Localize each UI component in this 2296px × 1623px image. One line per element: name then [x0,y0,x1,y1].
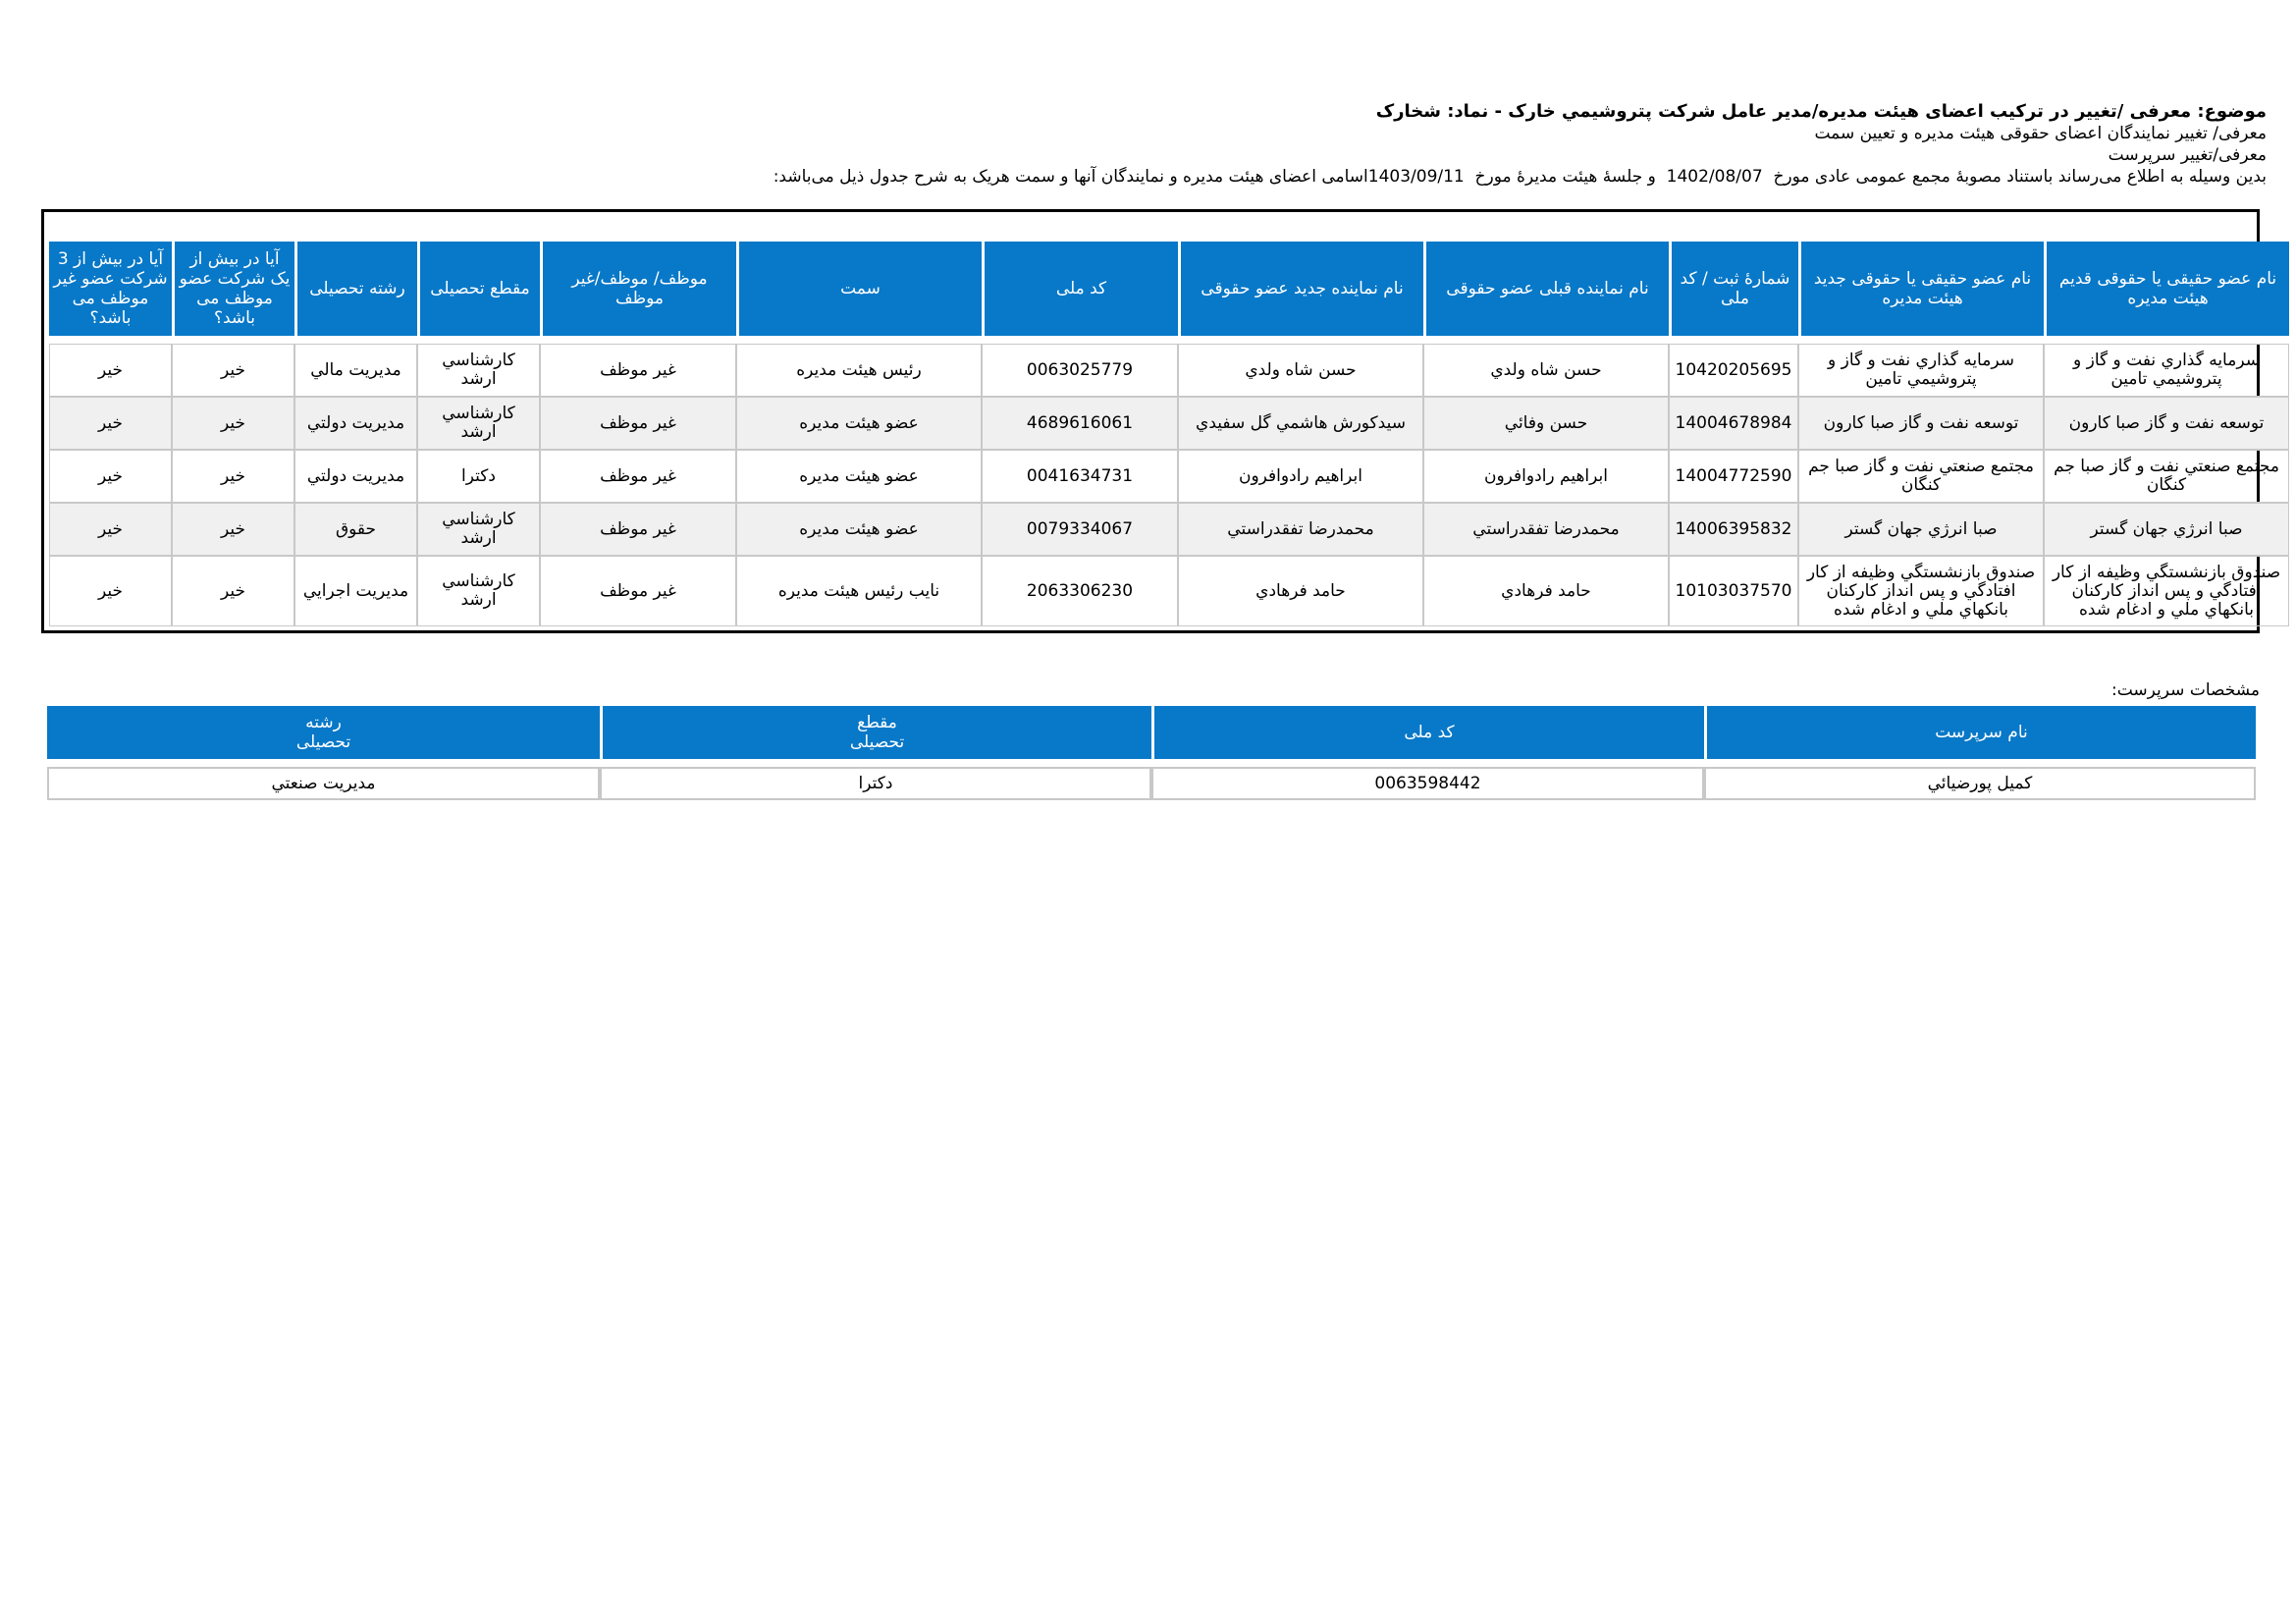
cell-registration-no: 10420205695 [1669,344,1798,397]
cell-multi-non-executive: خير [49,503,172,556]
subject-line-2: معرفی/تغییر سرپرست [2108,145,2267,165]
cell-multi-executive: خير [172,344,294,397]
table-row [49,556,2289,626]
cell-registration-no: 14006395832 [1669,503,1798,556]
col-header-multi-executive: آیا در بیش از یک شرکت عضو موظف می باشد؟ [172,242,294,336]
cell-education-level: دكترا [417,450,540,503]
cell-multi-non-executive: خير [49,397,172,450]
supervisor-section-title: مشخصات سرپرست: [2111,680,2260,700]
table-spacer [47,759,2256,767]
cell-new-member: توسعه نفت و گاز صبا كارون [1798,397,2044,450]
cell-executive-status: غير موظف [540,397,736,450]
board-table-header-row [49,242,2289,336]
table-row [49,344,2289,397]
col-header-position: سمت [736,242,982,336]
cell-position: عضو هيئت مديره [736,503,982,556]
cell-multi-executive: خير [172,556,294,626]
cell-old-member: صندوق بازنشستگي وظيفه از كار افتادگي و پس انداز كاركنان بانكهاي ملي و ادغام شده [2044,556,2289,626]
cell-previous-representative: محمدرضا تفقدراستي [1423,503,1669,556]
cell-education-level: كارشناسي ارشد [417,556,540,626]
cell-old-member: توسعه نفت و گاز صبا كارون [2044,397,2289,450]
cell-national-code: 0079334067 [982,503,1178,556]
cell-position: عضو هيئت مديره [736,450,982,503]
document-header [48,101,2267,188]
cell-previous-representative: حامد فرهادي [1423,556,1669,626]
cell-field-of-study: مديريت دولتي [294,397,417,450]
col-header-new-member: نام عضو حقیقی یا حقوقی جدید هیئت مدیره [1798,242,2044,336]
cell-position: عضو هيئت مديره [736,397,982,450]
cell-old-member: سرمايه گذاري نفت و گاز و پتروشيمي تامين [2044,344,2289,397]
cell-field-of-study: حقوق [294,503,417,556]
cell-new-representative: سيدكورش هاشمي گل سفيدي [1178,397,1423,450]
cell-new-member: صبا انرژي جهان گستر [1798,503,2044,556]
cell-multi-executive: خير [172,503,294,556]
cell-field-of-study: مديريت دولتي [294,450,417,503]
cell-executive-status: غير موظف [540,450,736,503]
cell-old-member: مجتمع صنعتي نفت و گاز صبا جم كنگان [2044,450,2289,503]
supervisor-header-row [47,706,2256,759]
cell-education-level: كارشناسي ارشد [417,503,540,556]
cell-new-representative: حسن شاه ولدي [1178,344,1423,397]
cell-executive-status: غير موظف [540,556,736,626]
cell-new-representative: ابراهيم رادوافرون [1178,450,1423,503]
cell-registration-no: 14004678984 [1669,397,1798,450]
cell-multi-executive: خير [172,450,294,503]
col-header-previous-representative: نام نماینده قبلی عضو حقوقی [1423,242,1669,336]
cell-supervisor-name: كميل پورضيائي [1704,767,2256,800]
col-header-national-code: کد ملی [982,242,1178,336]
col-header-supervisor-name: نام سرپرست [1704,706,2256,759]
cell-registration-no: 10103037570 [1669,556,1798,626]
cell-multi-executive: خير [172,397,294,450]
cell-education-level: كارشناسي ارشد [417,397,540,450]
col-header-executive-status: موظف/ موظف/غیر موظف [540,242,736,336]
subject-title: موضوع: معرفی /تغییر در ترکیب اعضای هیئت مدیره/مدیر عامل شرکت پتروشيمي خارک - نماد: شخارک [1375,101,2267,122]
col-header-education-level: مقطع تحصیلی [417,242,540,336]
cell-new-member: سرمايه گذاري نفت و گاز و پتروشيمي تامين [1798,344,2044,397]
cell-previous-representative: ابراهيم رادوافرون [1423,450,1669,503]
cell-field-of-study: مديريت اجرايي [294,556,417,626]
cell-education-level: كارشناسي ارشد [417,344,540,397]
cell-new-representative: حامد فرهادي [1178,556,1423,626]
cell-field-of-study: مديريت مالي [294,344,417,397]
cell-national-code: 0041634731 [982,450,1178,503]
intro-text: بدین وسیله به اطلاع می‌رساند باستناد مصوبۀ مجمع عمومی عادی مورخ 1402/08/07 و جلسۀ هیئت مدیرۀ مورخ 1403/09/11اسامی اعضای هیئت مدیره و نمایندگان آنها و سمت هریک به شرح جدول ذیل می‌باشد: [773,167,2267,187]
cell-executive-status: غير موظف [540,344,736,397]
cell-new-member: مجتمع صنعتي نفت و گاز صبا جم كنگان [1798,450,2044,503]
col-header-supervisor-education-level: مقطع تحصیلی [600,706,1151,759]
table-row [47,767,2256,800]
table-spacer [49,336,2289,344]
col-header-registration-no: شمارۀ ثبت / کد ملی [1669,242,1798,336]
col-header-new-representative: نام نماینده جدید عضو حقوقی [1178,242,1423,336]
col-header-multi-non-executive: آیا در بیش از 3 شرکت عضو غیر موظف می باشد؟ [49,242,172,336]
cell-supervisor-field-of-study: مديريت صنعتي [47,767,600,800]
cell-position: رئيس هيئت مديره [736,344,982,397]
table-row [49,397,2289,450]
cell-national-code: 4689616061 [982,397,1178,450]
cell-supervisor-national-code: 0063598442 [1151,767,1704,800]
board-members-table [49,242,2289,626]
col-header-supervisor-field-of-study: رشته تحصیلی [47,706,600,759]
cell-position: نايب رئيس هيئت مديره [736,556,982,626]
subject-line-1: معرفی/ تغییر نمایندگان اعضای حقوقی هیئت مدیره و تعیین سمت [1814,124,2267,143]
cell-executive-status: غير موظف [540,503,736,556]
cell-national-code: 2063306230 [982,556,1178,626]
cell-previous-representative: حسن شاه ولدي [1423,344,1669,397]
cell-new-member: صندوق بازنشستگي وظيفه از كار افتادگي و پس انداز كاركنان بانكهاي ملي و ادغام شده [1798,556,2044,626]
cell-multi-non-executive: خير [49,556,172,626]
cell-supervisor-education-level: دكترا [600,767,1151,800]
cell-national-code: 0063025779 [982,344,1178,397]
cell-multi-non-executive: خير [49,344,172,397]
supervisor-table [47,706,2256,800]
table-row [49,450,2289,503]
cell-registration-no: 14004772590 [1669,450,1798,503]
cell-multi-non-executive: خير [49,450,172,503]
cell-new-representative: محمدرضا تفقدراستي [1178,503,1423,556]
cell-old-member: صبا انرژي جهان گستر [2044,503,2289,556]
col-header-field-of-study: رشته تحصیلی [294,242,417,336]
table-row [49,503,2289,556]
col-header-supervisor-national-code: کد ملی [1151,706,1704,759]
cell-previous-representative: حسن وفائي [1423,397,1669,450]
col-header-old-member: نام عضو حقیقی یا حقوقی قدیم هیئت مدیره [2044,242,2289,336]
